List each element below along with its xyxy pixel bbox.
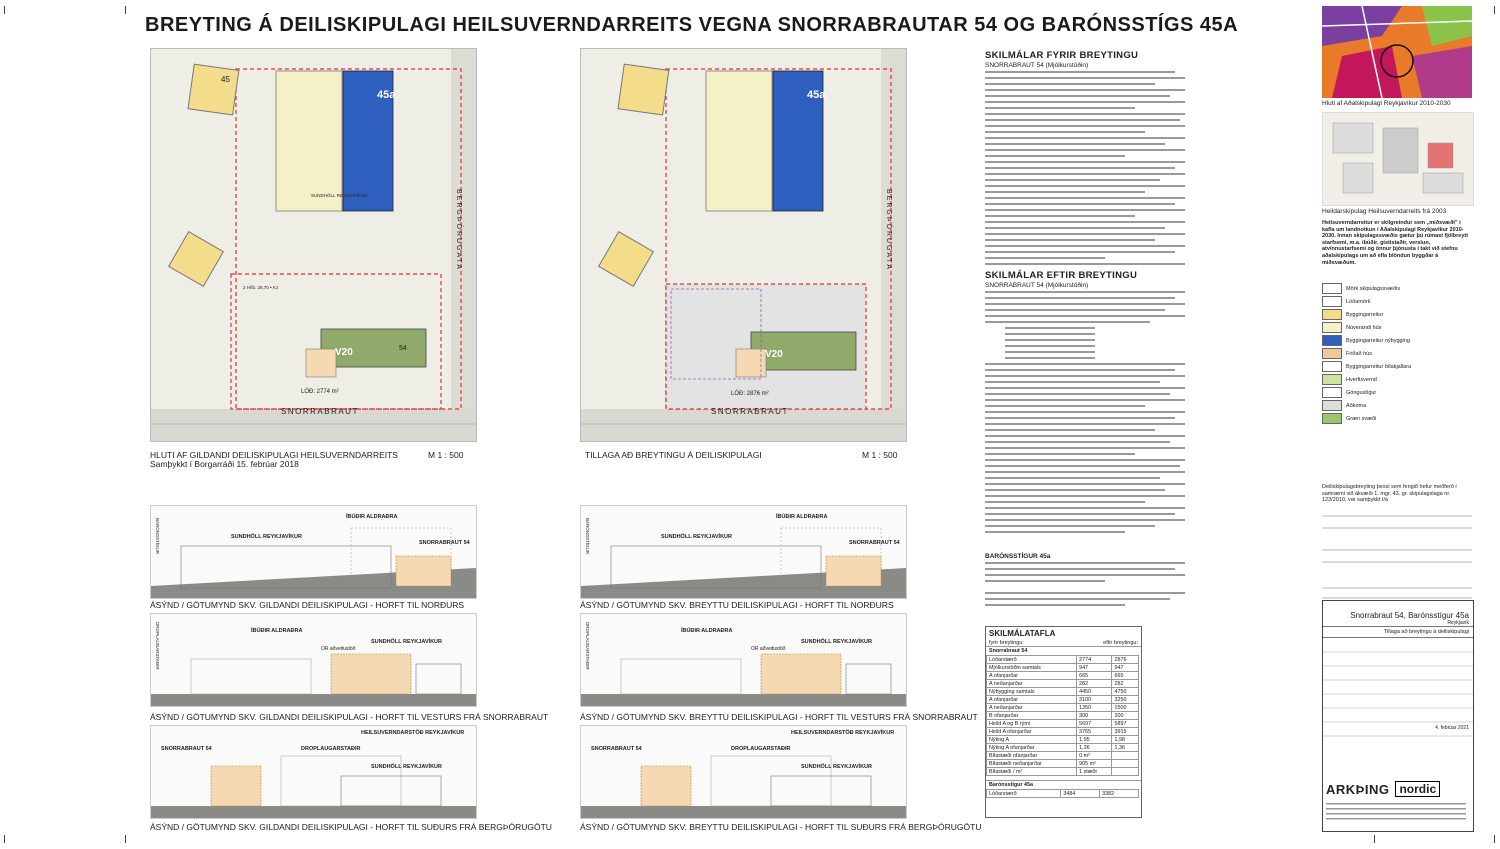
map-aðalskipulag-drawing bbox=[1322, 6, 1472, 98]
table-cell-label: Nýbygging samtals bbox=[987, 688, 1077, 696]
table-cell-after: 1,98 bbox=[1112, 736, 1139, 744]
legend-label: Hverfisvernd bbox=[1346, 376, 1377, 383]
elevation-6 bbox=[580, 725, 907, 819]
table-cell-label: A ofanjarðar bbox=[987, 696, 1077, 704]
elev-side: BARÓNSSTÍGUR bbox=[155, 518, 160, 555]
legend-swatch bbox=[1322, 361, 1342, 372]
label-54: 54 bbox=[399, 345, 407, 352]
arkthing-logo: ARKÞING bbox=[1326, 781, 1390, 797]
date: 4. febrúar 2021 bbox=[1435, 725, 1469, 731]
crop-mark bbox=[1494, 835, 1495, 843]
table-cell-after bbox=[1112, 768, 1139, 776]
elev-label-b: SNORRABRAUT 54 bbox=[419, 540, 470, 546]
table-cell-before: 1 stæði bbox=[1077, 768, 1112, 776]
elev-side: DROPLAUGARSTAÐIR bbox=[155, 622, 160, 670]
table-cell-before: 665 bbox=[1077, 672, 1112, 680]
legend-item bbox=[1322, 282, 1472, 295]
row-head-a: Snorrabraut 54 bbox=[986, 646, 1141, 655]
table-cell-before: 1,95 bbox=[1077, 736, 1112, 744]
legend-label: Byggingarreitur bílakjallara bbox=[1346, 363, 1412, 370]
table-cell-label: Lóðarstærð bbox=[987, 656, 1077, 664]
svg-text:SUNDHÖLL REYKJAVÍKUR: SUNDHÖLL REYKJAVÍKUR bbox=[311, 193, 368, 198]
table-cell-after: 5897 bbox=[1112, 720, 1139, 728]
legend-swatch bbox=[1322, 283, 1342, 294]
table-cell-after: 1,36 bbox=[1112, 744, 1139, 752]
table-cell-after: 3250 bbox=[1112, 696, 1139, 704]
plan-proposed bbox=[580, 48, 907, 442]
legend-label: Göngustígur bbox=[1346, 389, 1377, 396]
elevation-3-drawing bbox=[151, 614, 476, 706]
legend-item bbox=[1322, 295, 1472, 308]
table-cell-label: A ofanjarðar bbox=[987, 672, 1077, 680]
table-cell-before: 300 bbox=[1077, 712, 1112, 720]
elev-label-b: SNORRABRAUT 54 bbox=[849, 540, 900, 546]
table-cell-label: A neðanjarðar bbox=[987, 680, 1077, 688]
firm-logos bbox=[1326, 781, 1440, 797]
approval-text: Deiliskipulagsbreyting þessi sem fengið hefur meðferð í samræmi við ákvæði 1. mgr. 43. gr. skipulagslaga nr. 123/2010, var samþykkt í/á bbox=[1322, 484, 1457, 504]
plan-existing-scale: M 1 : 500 bbox=[428, 450, 464, 460]
table-row: Lóðarstærð 3484 3382 bbox=[987, 790, 1139, 798]
elev-side: HEILSUVERNDARSTÖÐ REYKJAVÍKUR bbox=[361, 730, 465, 736]
plan-existing-caption: HLUTI AF GILDANDI DEILISKIPULAGI HEILSUVERNDARREITS bbox=[150, 450, 398, 460]
map-heildarskipulag-drawing bbox=[1323, 113, 1473, 205]
elev-label-a: SUNDHÖLL REYKJAVÍKUR bbox=[801, 764, 872, 770]
table-cell-before: 1,36 bbox=[1077, 744, 1112, 752]
legend-list bbox=[1322, 282, 1472, 425]
table-cell-label: Bílastæði ofanjarðar bbox=[987, 752, 1077, 760]
terms-table-footer bbox=[986, 789, 1139, 798]
table-cell-label: Mjólkurstöðin samtals bbox=[987, 664, 1077, 672]
elev-label-b: OR aðveitustöð bbox=[751, 646, 786, 652]
legend-swatch bbox=[1322, 335, 1342, 346]
elevation-2-caption: ÁSÝND / GÖTUMYND SKV. BREYTTU DEILISKIPULAGI - HORFT TIL NORÐURS bbox=[580, 600, 894, 610]
svg-text:2 H/Íb. 28,70 • KJ: 2 H/Íb. 28,70 • KJ bbox=[243, 285, 279, 290]
table-row bbox=[987, 760, 1139, 768]
legend-label: Friðað hús bbox=[1346, 350, 1372, 357]
table-row bbox=[987, 656, 1139, 664]
table-cell-label: A neðanjarðar bbox=[987, 704, 1077, 712]
elevation-5 bbox=[150, 725, 477, 819]
table-row bbox=[987, 672, 1139, 680]
plan-existing bbox=[150, 48, 477, 442]
legend-item bbox=[1322, 373, 1472, 386]
legend-swatch bbox=[1322, 413, 1342, 424]
elevation-3-caption: ÁSÝND / GÖTUMYND SKV. GILDANDI DEILISKIPULAGI - HORFT TIL VESTURS FRÁ SNORRABRAUT bbox=[150, 712, 549, 722]
subheading-before: SNORRABRAUT 54 (Mjólkurstöðin) bbox=[985, 62, 1089, 69]
table-cell-label: B ofanjarðar bbox=[987, 712, 1077, 720]
elev-label-a: SUNDHÖLL REYKJAVÍKUR bbox=[371, 639, 442, 645]
table-cell-before: 0 m² bbox=[1077, 752, 1112, 760]
elevation-6-caption: ÁSÝND / GÖTUMYND SKV. BREYTTU DEILISKIPULAGI - HORFT TIL SUÐURS FRÁ BERGÞÓRUGÖTU bbox=[580, 822, 982, 832]
elev-label-a: SUNDHÖLL REYKJAVÍKUR bbox=[801, 639, 872, 645]
title-block bbox=[1322, 600, 1474, 832]
table-cell-label: Nýting A bbox=[987, 736, 1077, 744]
terms-table-title: SKILMÁLATAFLA bbox=[989, 629, 1056, 638]
plan-existing-drawing bbox=[151, 49, 476, 441]
heading-before: SKILMÁLAR FYRIR BREYTINGU bbox=[985, 50, 1139, 61]
legend-swatch bbox=[1322, 400, 1342, 411]
legend-item bbox=[1322, 360, 1472, 373]
table-cell-before: 5697 bbox=[1077, 720, 1112, 728]
legend-swatch bbox=[1322, 296, 1342, 307]
table-row bbox=[987, 680, 1139, 688]
elevation-4 bbox=[580, 613, 907, 707]
elevation-4-drawing bbox=[581, 614, 906, 706]
elev-side: HEILSUVERNDARSTÖÐ REYKJAVÍKUR bbox=[791, 730, 895, 736]
crop-mark bbox=[1374, 835, 1375, 843]
elevation-4-caption: ÁSÝND / GÖTUMYND SKV. BREYTTU DEILISKIPULAGI - HORFT TIL VESTURS FRÁ SNORRABRAUT bbox=[580, 712, 978, 722]
nordic-logo: nordic bbox=[1395, 781, 1440, 797]
subheading-baronsstigur: BARÓNSSTÍGUR 45a bbox=[985, 553, 1051, 560]
table-cell-label: Bílastæði neðanjarðar bbox=[987, 760, 1077, 768]
legend-label: Mörk skipulagssvæðis bbox=[1346, 285, 1401, 292]
table-cell-after bbox=[1112, 752, 1139, 760]
table-row bbox=[987, 720, 1139, 728]
project-location: Reykjavík bbox=[1447, 620, 1469, 626]
col-after: eftir breytingu: bbox=[1103, 640, 1138, 646]
heading-after: SKILMÁLAR EFTIR BREYTINGU bbox=[985, 270, 1138, 281]
table-cell-after: 3915 bbox=[1112, 728, 1139, 736]
crop-mark bbox=[4, 835, 5, 843]
table-cell-after: 665 bbox=[1112, 672, 1139, 680]
table-cell-after: 947 bbox=[1112, 664, 1139, 672]
table-row bbox=[987, 664, 1139, 672]
label-45a: 45a bbox=[807, 89, 826, 101]
text-block-after bbox=[985, 291, 1190, 541]
table-cell-label: Heild A og B rými bbox=[987, 720, 1077, 728]
lot-area: LÓÐ: 2774 m² bbox=[301, 389, 339, 395]
legend-label: Byggingarreitur bbox=[1346, 311, 1384, 318]
subheading-after: SNORRABRAUT 54 (Mjólkurstöðin) bbox=[985, 282, 1089, 289]
elev-label-b: SNORRABRAUT 54 bbox=[161, 746, 212, 752]
legend-item bbox=[1322, 308, 1472, 321]
legend-item bbox=[1322, 386, 1472, 399]
map2-caption: Heildarskipulag Heilsuverndarreits frá 2003 bbox=[1322, 208, 1447, 215]
elev-label-a: SUNDHÖLL REYKJAVÍKUR bbox=[371, 764, 442, 770]
table-cell-before: 3765 bbox=[1077, 728, 1112, 736]
legend-label: Byggingarreitur nýbygging bbox=[1346, 337, 1410, 344]
elevation-5-drawing bbox=[151, 726, 476, 818]
elev-side: DROPLAUGARSTAÐIR bbox=[585, 622, 590, 670]
elev-label-b: OR aðveitustöð bbox=[321, 646, 356, 652]
col-before: fyrir breytingu: bbox=[989, 640, 1024, 646]
legend-item bbox=[1322, 334, 1472, 347]
table-row bbox=[987, 712, 1139, 720]
table-cell-after: 4750 bbox=[1112, 688, 1139, 696]
table-cell-before: 282 bbox=[1077, 680, 1112, 688]
side-street-label: BERGÞÓRUGATA bbox=[885, 189, 892, 272]
elev-side: BARÓNSSTÍGUR bbox=[585, 518, 590, 555]
side-street-label: BERGÞÓRUGATA bbox=[455, 189, 462, 272]
legend-item bbox=[1322, 321, 1472, 334]
table-cell-before: 3100 bbox=[1077, 696, 1112, 704]
legend-swatch bbox=[1322, 374, 1342, 385]
legend-swatch bbox=[1322, 309, 1342, 320]
legend bbox=[1322, 282, 1472, 442]
elevation-2 bbox=[580, 505, 907, 599]
project-title: Snorrabraut 54, Barónsstígur 45a bbox=[1350, 611, 1469, 620]
table-row bbox=[987, 696, 1139, 704]
text-block-baronsstigur bbox=[985, 562, 1190, 612]
table-row bbox=[987, 704, 1139, 712]
legend-item bbox=[1322, 412, 1472, 425]
legend-swatch bbox=[1322, 387, 1342, 398]
elevation-3 bbox=[150, 613, 477, 707]
elev-label-c: ÍBÚÐIR ALDRAÐRA bbox=[346, 514, 398, 520]
legend-swatch bbox=[1322, 348, 1342, 359]
elevation-1-drawing bbox=[151, 506, 476, 598]
elev-label-c: DROPLAUGARSTAÐIR bbox=[301, 746, 361, 752]
map-aðalskipulag bbox=[1322, 6, 1472, 98]
table-cell-after: 282 bbox=[1112, 680, 1139, 688]
table-cell-label: Bílastæði / m² bbox=[987, 768, 1077, 776]
crop-mark bbox=[125, 835, 126, 843]
elev-label-b: SNORRABRAUT 54 bbox=[591, 746, 642, 752]
legend-label: Græn svæði bbox=[1346, 415, 1377, 422]
firm-details bbox=[1326, 801, 1470, 825]
legend-label: Aðkoma bbox=[1346, 402, 1367, 409]
legend-item bbox=[1322, 347, 1472, 360]
legend-swatch bbox=[1322, 322, 1342, 333]
table-row bbox=[987, 688, 1139, 696]
elevation-5-caption: ÁSÝND / GÖTUMYND SKV. GILDANDI DEILISKIPULAGI - HORFT TIL SUÐURS FRÁ BERGÞÓRUGÖTU bbox=[150, 822, 552, 832]
street-label: SNORRABRAUT bbox=[281, 407, 359, 416]
signature-lines bbox=[1322, 510, 1472, 600]
table-row bbox=[987, 736, 1139, 744]
elevation-6-drawing bbox=[581, 726, 906, 818]
legend-label: Lóðamörk bbox=[1346, 298, 1371, 305]
table-cell-after: 200 bbox=[1112, 712, 1139, 720]
elev-label-c: ÍBÚÐIR ALDRAÐRA bbox=[251, 628, 303, 634]
table-cell-before: 4450 bbox=[1077, 688, 1112, 696]
elev-label-a: SUNDHÖLL REYKJAVÍKUR bbox=[661, 534, 732, 540]
label-45a: 45a bbox=[377, 89, 396, 101]
row-head-b: Barónsstígur 45a bbox=[986, 780, 1141, 789]
elev-label-c: ÍBÚÐIR ALDRAÐRA bbox=[681, 628, 733, 634]
legend-item bbox=[1322, 399, 1472, 412]
label-v20: V20 bbox=[335, 347, 353, 358]
table-cell-label: Nýting A ofanjarðar bbox=[987, 744, 1077, 752]
lot-area: LÓÐ: 2876 m² bbox=[731, 391, 769, 397]
text-block-before bbox=[985, 71, 1190, 271]
elev-label-c: ÍBÚÐIR ALDRAÐRA bbox=[776, 514, 828, 520]
table-row bbox=[987, 728, 1139, 736]
street-label: SNORRABRAUT bbox=[711, 407, 789, 416]
crop-mark bbox=[125, 6, 126, 14]
terms-table bbox=[985, 626, 1142, 818]
title-block-fields bbox=[1323, 638, 1473, 748]
elevation-1-caption: ÁSÝND / GÖTUMYND SKV. GILDANDI DEILISKIPULAGI - HORFT TIL NORÐURS bbox=[150, 600, 465, 610]
table-row bbox=[987, 752, 1139, 760]
table-cell-before: 905 m² bbox=[1077, 760, 1112, 768]
elevation-2-drawing bbox=[581, 506, 906, 598]
crop-mark bbox=[4, 6, 5, 14]
legend-label: Núverandi hús bbox=[1346, 324, 1382, 331]
elev-label-a: SUNDHÖLL REYKJAVÍKUR bbox=[231, 534, 302, 540]
crop-mark bbox=[1494, 6, 1495, 14]
table-row bbox=[987, 768, 1139, 776]
table-cell-after: 1500 bbox=[1112, 704, 1139, 712]
project-type: Tillaga að breytingu á deiliskipulagi bbox=[1383, 629, 1469, 635]
elevation-1 bbox=[150, 505, 477, 599]
map1-caption: Hluti af Aðalskipulagi Reykjavíkur 2010-2030 bbox=[1322, 100, 1451, 107]
plan-proposed-scale: M 1 : 500 bbox=[862, 450, 898, 460]
table-cell-before: 1350 bbox=[1077, 704, 1112, 712]
label-45: 45 bbox=[221, 75, 230, 84]
plan-proposed-caption: TILLAGA AÐ BREYTINGU Á DEILISKIPULAGI bbox=[585, 450, 762, 460]
plan-existing-approval: Samþykkt í Borgarráði 15. febrúar 2018 bbox=[150, 459, 299, 469]
plan-proposed-drawing bbox=[581, 49, 906, 441]
sheet-title: BREYTING Á DEILISKIPULAGI HEILSUVERNDARREITS VEGNA SNORRABRAUTAR 54 OG BARÓNSSTÍGS 45A bbox=[145, 14, 1239, 36]
planning-description: Heilsuverndarreitur er skilgreindur sem „miðsvæði" í kafla um landnotkun í Aðalskipulagi Reykjavíkur 2010-2030. Innan skipulagssvæðis gætur þú rúmast fjölbreytt starfsemi, m.a. íbúðir, gististaðir, verslun, atvinnustarfsemi og önnur þjónusta í takt við stefnu aðalskipulags um að efla blöndun byggðar á miðsvæðum. bbox=[1322, 220, 1469, 266]
table-cell-label: Heild A ofanjarðar bbox=[987, 728, 1077, 736]
elev-label-c: DROPLAUGARSTAÐIR bbox=[731, 746, 791, 752]
map-heildarskipulag bbox=[1322, 112, 1474, 206]
table-cell-after: 2876 bbox=[1112, 656, 1139, 664]
table-row bbox=[987, 744, 1139, 752]
table-cell-before: 2774 bbox=[1077, 656, 1112, 664]
table-cell-after bbox=[1112, 760, 1139, 768]
table-cell-before: 947 bbox=[1077, 664, 1112, 672]
label-v20: V20 bbox=[765, 349, 783, 360]
terms-table-body bbox=[986, 655, 1139, 776]
